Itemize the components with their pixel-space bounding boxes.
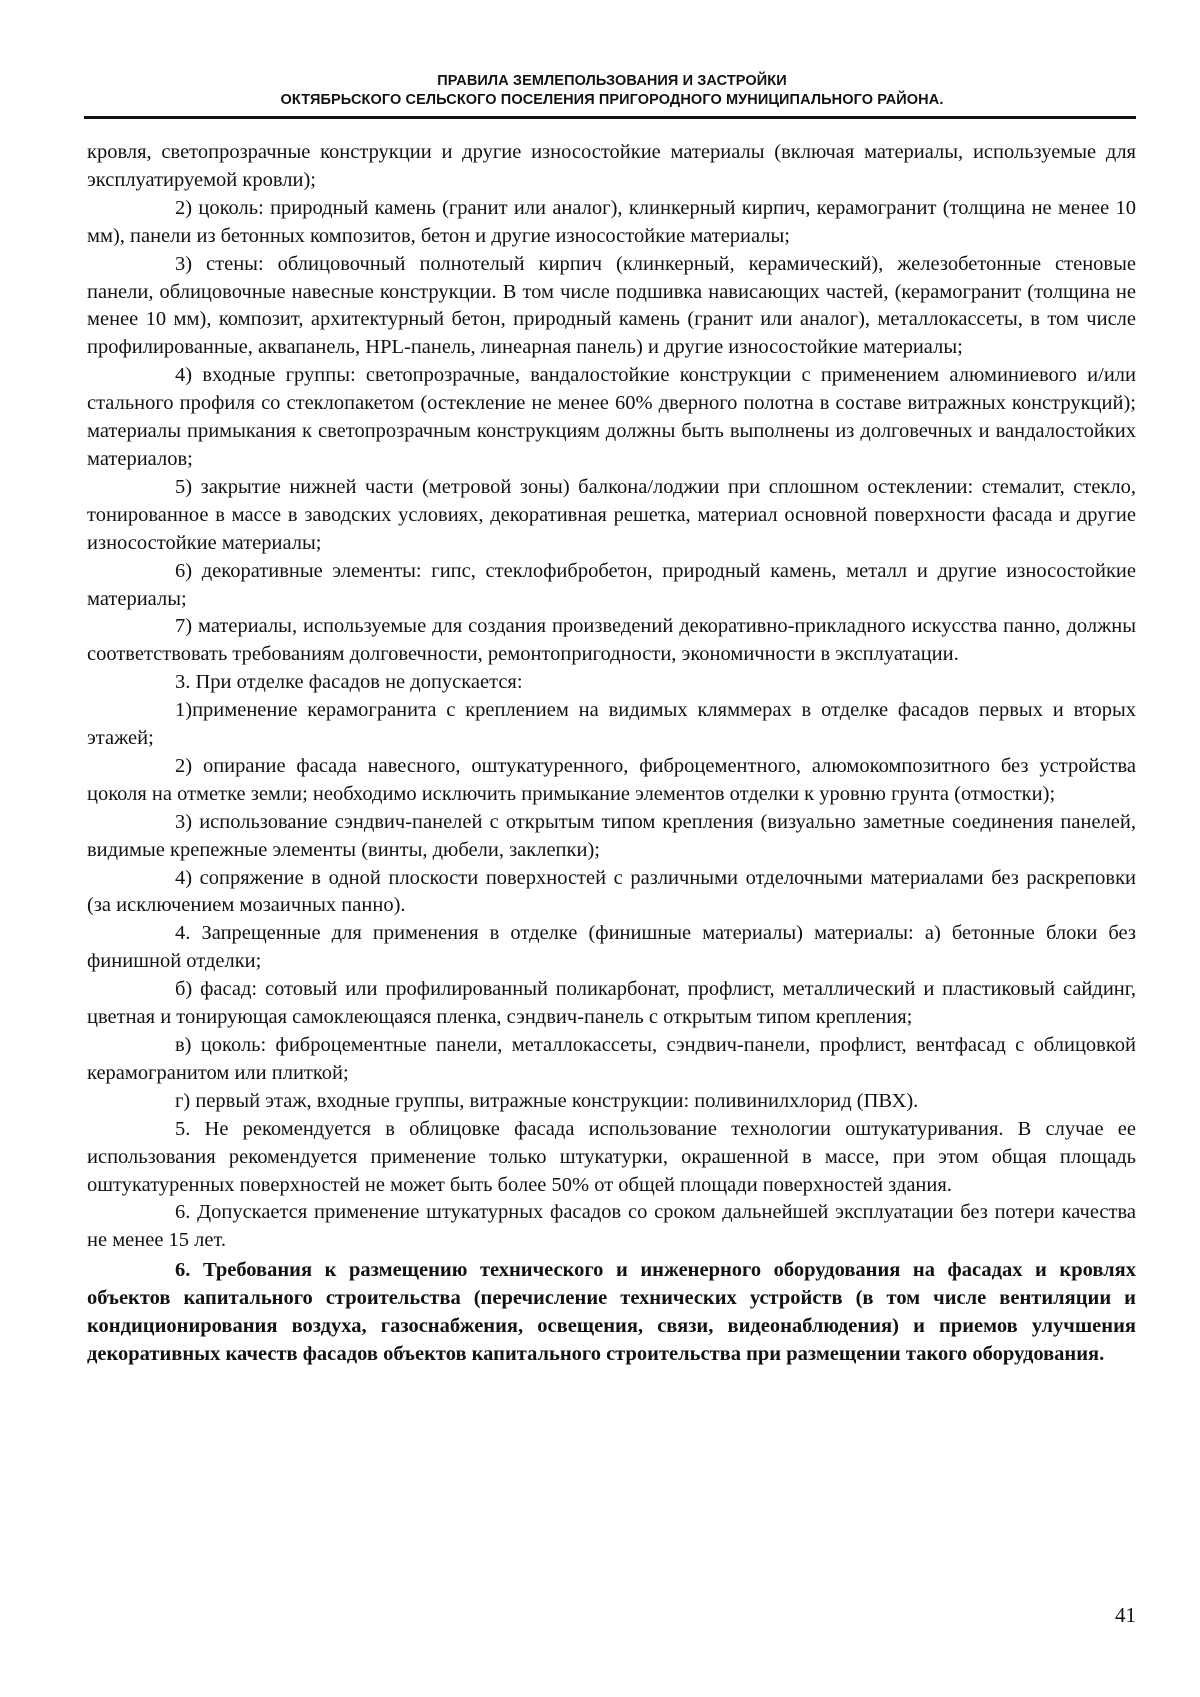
section-heading: 6. Требования к размещению технического и инженерного оборудования на фасадах и кровлях объектов капитального строительства (перечисление технических устройств (в том числе вентиляции и кондиционирования воздуха, газоснабжения, освещения, связи, видеонаблюдения) и приемов улучшения декоративных качеств фасадов объектов капитального строительства при размещении такого оборудования.: [87, 1259, 1136, 1365]
paragraph: 1)применение керамогранита с креплением на видимых кляммерах в отделке фасадов первых и вторых этажей;: [87, 699, 1136, 750]
paragraph: 3. При отделке фасадов не допускается:: [175, 671, 523, 694]
paragraph: 7) материалы, используемые для создания произведений декоративно-прикладного искусства панно, должны соответствовать требованиям долговечности, ремонтопригодности, экономичности в эксплуатации.: [87, 615, 1136, 666]
paragraph: в) цоколь: фиброцементные панели, металлокассеты, сэндвич-панели, профлист, вентфасад с облицовкой керамогранитом или плиткой;: [87, 1034, 1136, 1084]
paragraph: 3) стены: облицовочный полнотелый кирпич (клинкерный, керамический), железобетонные стеновые панели, облицовочные навесные конструкции. В том числе подшивка нависающих частей, (керамогранит (толщина не менее 10 мм), композит, архитектурный бетон, природный камень (гранит или аналог), металлокассеты, в том числе профилированные, аквапанель, HPL-панель, линеарная панель) и другие износостойкие материалы;: [87, 252, 1136, 359]
paragraph: 5) закрытие нижней части (метровой зоны) балкона/лоджии при сплошном остеклении: стемалит, стекло, тонированное в массе в заводских условиях, декоративная решетка, материал основной поверхности фасада и другие износостойкие материалы;: [87, 475, 1136, 554]
paragraph: г) первый этаж, входные группы, витражные конструкции: поливинилхлорид (ПВХ).: [175, 1089, 919, 1112]
header-line-2: ОКТЯБРЬСКОГО СЕЛЬСКОГО ПОСЕЛЕНИЯ ПРИГОРОДНОГО МУНИЦИПАЛЬНОГО РАЙОНА.: [280, 92, 944, 108]
page-header: [88, 72, 1136, 110]
header-divider: [84, 116, 1136, 119]
paragraph: 5. Не рекомендуется в облицовке фасада использование технологии оштукатуривания. В случае ее использования рекомендуется применение только штукатурки, окрашенной в массе, при этом общая площадь оштукатуренных поверхностей не может быть более 50% от общей площади поверхностей здания.: [87, 1117, 1136, 1196]
paragraph: 6. Допускается применение штукатурных фасадов со сроком дальнейшей эксплуатации без потери качества не менее 15 лет.: [87, 1201, 1136, 1252]
paragraph: б) фасад: сотовый или профилированный поликарбонат, профлист, металлический и пластиковый сайдинг, цветная и тонирующая самоклеющаяся пленка, сэндвич-панель с открытым типом крепления;: [87, 978, 1136, 1029]
paragraph: 2) опирание фасада навесного, оштукатуренного, фиброцементного, алюмокомпозитного без устройства цоколя на отметке земли; необходимо исключить примыкание элементов отделки к уровню грунта (отмостки);: [87, 754, 1136, 805]
paragraph: 4) сопряжение в одной плоскости поверхностей с различными отделочными материалами без раскреповки (за исключением мозаичных панно).: [87, 866, 1136, 917]
paragraph: 3) использование сэндвич-панелей с открытым типом крепления (визуально заметные соединения панелей, видимые крепежные элементы (винты, дюбели, заклепки);: [87, 810, 1136, 861]
document-body: [87, 139, 1136, 1369]
header-line-1: ПРАВИЛА ЗЕМЛЕПОЛЬЗОВАНИЯ И ЗАСТРОЙКИ: [437, 73, 787, 89]
paragraph: 6) декоративные элементы: гипс, стеклофибробетон, природный камень, металл и другие износостойкие материалы;: [87, 559, 1136, 610]
paragraph: кровля, светопрозрачные конструкции и другие износостойкие материалы (включая материалы, используемые для эксплуатируемой кровли);: [87, 141, 1136, 191]
page-number: 41: [1115, 1603, 1136, 1627]
paragraph: 4. Запрещенные для применения в отделке (финишные материалы) материалы: а) бетонные блоки без финишной отделки;: [87, 922, 1136, 973]
paragraph: 4) входные группы: светопрозрачные, вандалостойкие конструкции с применением алюминиевого и/или стального профиля со стеклопакетом (остекление не менее 60% дверного полотна в составе витражных конструкций); материалы примыкания к светопрозрачным конструкциям должны быть выполнены из долговечных и вандалостойких материалов;: [87, 364, 1136, 470]
paragraph: 2) цоколь: природный камень (гранит или аналог), клинкерный кирпич, керамогранит (толщина не менее 10 мм), панели из бетонных композитов, бетон и другие износостойкие материалы;: [87, 196, 1136, 247]
